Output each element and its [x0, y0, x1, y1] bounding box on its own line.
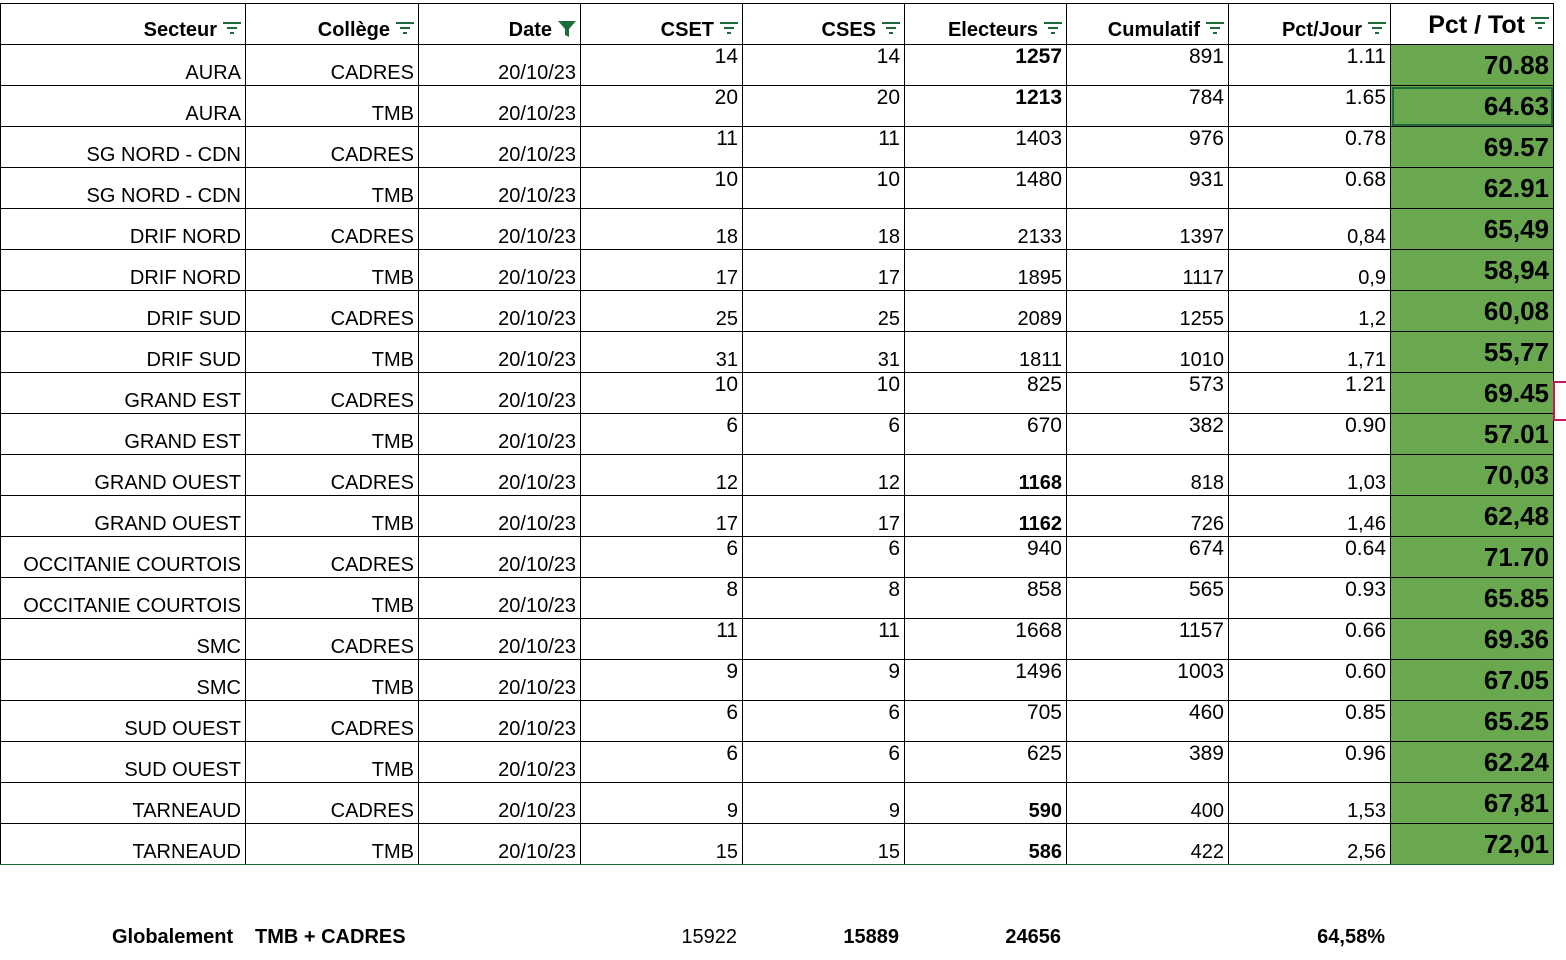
- cell-cset[interactable]: 11: [581, 619, 743, 660]
- summary-cses: 15889: [843, 926, 899, 948]
- cell-electeurs[interactable]: 1162: [905, 496, 1067, 537]
- cell-pct-jour[interactable]: 0.85: [1229, 701, 1391, 742]
- cell-secteur[interactable]: OCCITANIE COURTOIS: [1, 537, 246, 578]
- cell-college[interactable]: TMB: [246, 168, 419, 209]
- cell-pct-tot[interactable]: 67.05: [1391, 660, 1554, 701]
- cell-cses[interactable]: 31: [743, 332, 905, 373]
- summary-group: TMB + CADRES: [255, 926, 406, 948]
- cell-pct-jour[interactable]: 0.93: [1229, 578, 1391, 619]
- cell-date[interactable]: 20/10/23: [419, 824, 581, 865]
- cell-college[interactable]: TMB: [246, 414, 419, 455]
- summary-cset: 15922: [681, 926, 737, 948]
- summary-pct: 64,58%: [1317, 926, 1385, 948]
- header-cses-label: CSES: [821, 19, 876, 41]
- cell-cses[interactable]: 10: [743, 168, 905, 209]
- cell-secteur[interactable]: AURA: [1, 45, 246, 86]
- summary-label: Globalement: [112, 926, 234, 948]
- header-date[interactable]: [419, 4, 581, 45]
- cell-pct-tot[interactable]: 55,77: [1391, 332, 1554, 373]
- cell-cset[interactable]: 20: [581, 86, 743, 127]
- table-row: [1, 824, 1554, 865]
- cell-pct-tot[interactable]: 62.91: [1391, 168, 1554, 209]
- cell-cses[interactable]: 9: [743, 660, 905, 701]
- cell-date[interactable]: 20/10/23: [419, 291, 581, 332]
- cell-pct-jour[interactable]: 0,9: [1229, 250, 1391, 291]
- cell-college[interactable]: CADRES: [246, 373, 419, 414]
- header-pct-tot-label: Pct / Tot: [1428, 11, 1525, 39]
- cell-pct-jour[interactable]: 0.60: [1229, 660, 1391, 701]
- cell-cset[interactable]: 18: [581, 209, 743, 250]
- header-cumulatif[interactable]: [1067, 4, 1229, 45]
- cell-cumulatif[interactable]: 565: [1067, 578, 1229, 619]
- table-row: [1, 168, 1554, 209]
- header-electeurs[interactable]: [905, 4, 1067, 45]
- cell-secteur[interactable]: SG NORD - CDN: [1, 168, 246, 209]
- cell-cset[interactable]: 17: [581, 496, 743, 537]
- cell-cset[interactable]: 11: [581, 127, 743, 168]
- cell-cses[interactable]: 11: [743, 127, 905, 168]
- header-college-label: Collège: [317, 19, 390, 41]
- cell-cset[interactable]: 9: [581, 660, 743, 701]
- cell-electeurs[interactable]: 858: [905, 578, 1067, 619]
- table-row: [1, 742, 1554, 783]
- summary-electeurs: 24656: [1005, 926, 1061, 948]
- cell-college[interactable]: TMB: [246, 660, 419, 701]
- cell-pct-tot[interactable]: 70.88: [1391, 45, 1554, 86]
- cell-cset[interactable]: 17: [581, 250, 743, 291]
- cell-secteur[interactable]: GRAND EST: [1, 373, 246, 414]
- cell-cset[interactable]: 10: [581, 168, 743, 209]
- header-pct-jour-label: Pct/Jour: [1281, 19, 1362, 41]
- cell-electeurs[interactable]: 940: [905, 537, 1067, 578]
- cell-cumulatif[interactable]: 1255: [1067, 291, 1229, 332]
- cell-cset[interactable]: 10: [581, 373, 743, 414]
- cell-pct-jour[interactable]: 0.68: [1229, 168, 1391, 209]
- cell-pct-jour[interactable]: 0,84: [1229, 209, 1391, 250]
- header-pct-tot[interactable]: [1391, 4, 1554, 45]
- header-date-label: Date: [508, 19, 552, 41]
- cell-pct-jour[interactable]: 0.64: [1229, 537, 1391, 578]
- cell-cses[interactable]: 18: [743, 209, 905, 250]
- cell-cset[interactable]: 12: [581, 455, 743, 496]
- cell-college[interactable]: TMB: [246, 578, 419, 619]
- cell-cumulatif[interactable]: 976: [1067, 127, 1229, 168]
- cell-cset[interactable]: 31: [581, 332, 743, 373]
- header-cset[interactable]: [581, 4, 743, 45]
- cell-secteur[interactable]: DRIF SUD: [1, 291, 246, 332]
- cell-cumulatif[interactable]: 389: [1067, 742, 1229, 783]
- cell-pct-tot[interactable]: 62,48: [1391, 496, 1554, 537]
- header-college[interactable]: [246, 4, 419, 45]
- cell-electeurs[interactable]: 670: [905, 414, 1067, 455]
- header-secteur-label: Secteur: [143, 19, 217, 41]
- table-row: [1, 783, 1554, 824]
- cell-college[interactable]: CADRES: [246, 127, 419, 168]
- cell-date[interactable]: 20/10/23: [419, 168, 581, 209]
- cell-pct-tot[interactable]: 69.45: [1391, 373, 1554, 414]
- cell-pct-tot[interactable]: 67,81: [1391, 783, 1554, 824]
- cell-cses[interactable]: 10: [743, 373, 905, 414]
- cell-college[interactable]: TMB: [246, 332, 419, 373]
- cell-cumulatif[interactable]: 1003: [1067, 660, 1229, 701]
- filter-icon[interactable]: [396, 21, 414, 35]
- cell-pct-tot[interactable]: 62.24: [1391, 742, 1554, 783]
- cell-date[interactable]: 20/10/23: [419, 209, 581, 250]
- cell-electeurs[interactable]: 705: [905, 701, 1067, 742]
- cell-cumulatif[interactable]: 674: [1067, 537, 1229, 578]
- cell-pct-tot[interactable]: 60,08: [1391, 291, 1554, 332]
- table-row: [1, 537, 1554, 578]
- cell-pct-jour[interactable]: 0.78: [1229, 127, 1391, 168]
- cell-cumulatif[interactable]: 1397: [1067, 209, 1229, 250]
- cell-college[interactable]: TMB: [246, 824, 419, 865]
- cell-date[interactable]: 20/10/23: [419, 414, 581, 455]
- cell-college[interactable]: TMB: [246, 250, 419, 291]
- header-secteur[interactable]: [1, 4, 246, 45]
- cell-electeurs[interactable]: 2089: [905, 291, 1067, 332]
- cell-college[interactable]: TMB: [246, 496, 419, 537]
- cell-date[interactable]: 20/10/23: [419, 373, 581, 414]
- cell-electeurs[interactable]: 1257: [905, 45, 1067, 86]
- cell-secteur[interactable]: DRIF NORD: [1, 250, 246, 291]
- cell-cses[interactable]: 25: [743, 291, 905, 332]
- cell-pct-tot[interactable]: 71.70: [1391, 537, 1554, 578]
- table-row: [1, 373, 1554, 414]
- cell-pct-tot[interactable]: 70,03: [1391, 455, 1554, 496]
- filter-icon[interactable]: [720, 21, 738, 35]
- cell-pct-jour[interactable]: 1,46: [1229, 496, 1391, 537]
- cell-pct-jour[interactable]: 1.21: [1229, 373, 1391, 414]
- cell-cset[interactable]: 15: [581, 824, 743, 865]
- table-row: [1, 332, 1554, 373]
- cell-secteur[interactable]: TARNEAUD: [1, 824, 246, 865]
- cell-pct-jour[interactable]: 0.90: [1229, 414, 1391, 455]
- cell-date[interactable]: 20/10/23: [419, 701, 581, 742]
- cell-pct-jour[interactable]: 1,03: [1229, 455, 1391, 496]
- filter-icon[interactable]: [882, 21, 900, 35]
- cell-cset[interactable]: 6: [581, 742, 743, 783]
- table-row: [1, 86, 1554, 127]
- cell-date[interactable]: 20/10/23: [419, 250, 581, 291]
- cell-college[interactable]: CADRES: [246, 619, 419, 660]
- table-row: [1, 414, 1554, 455]
- cell-pct-jour[interactable]: 1,53: [1229, 783, 1391, 824]
- cell-pct-jour[interactable]: 0.66: [1229, 619, 1391, 660]
- cell-cumulatif[interactable]: 400: [1067, 783, 1229, 824]
- cell-cset[interactable]: 6: [581, 414, 743, 455]
- cell-electeurs[interactable]: 1168: [905, 455, 1067, 496]
- cell-date[interactable]: 20/10/23: [419, 660, 581, 701]
- cell-cses[interactable]: 11: [743, 619, 905, 660]
- cell-secteur[interactable]: SUD OUEST: [1, 742, 246, 783]
- cell-pct-tot[interactable]: 65,49: [1391, 209, 1554, 250]
- cell-college[interactable]: TMB: [246, 742, 419, 783]
- cell-cset[interactable]: 9: [581, 783, 743, 824]
- cell-cses[interactable]: 12: [743, 455, 905, 496]
- cell-electeurs[interactable]: 825: [905, 373, 1067, 414]
- cell-electeurs[interactable]: 1213: [905, 86, 1067, 127]
- cell-cses[interactable]: 17: [743, 250, 905, 291]
- cell-cumulatif[interactable]: 784: [1067, 86, 1229, 127]
- cell-college[interactable]: CADRES: [246, 701, 419, 742]
- cell-electeurs[interactable]: 1496: [905, 660, 1067, 701]
- cell-electeurs[interactable]: 586: [905, 824, 1067, 865]
- cell-cset[interactable]: 14: [581, 45, 743, 86]
- cell-cses[interactable]: 6: [743, 742, 905, 783]
- filter-icon[interactable]: [1206, 21, 1224, 35]
- cell-secteur[interactable]: DRIF NORD: [1, 209, 246, 250]
- cell-pct-tot[interactable]: 64.63: [1391, 86, 1554, 127]
- cell-pct-tot[interactable]: 58,94: [1391, 250, 1554, 291]
- cell-cumulatif[interactable]: 931: [1067, 168, 1229, 209]
- filter-icon[interactable]: [1531, 16, 1549, 30]
- table-row: [1, 127, 1554, 168]
- cell-cses[interactable]: 14: [743, 45, 905, 86]
- table-row: [1, 660, 1554, 701]
- cell-cumulatif[interactable]: 1117: [1067, 250, 1229, 291]
- cell-cset[interactable]: 6: [581, 701, 743, 742]
- table-row: [1, 250, 1554, 291]
- cell-pct-tot[interactable]: 69.36: [1391, 619, 1554, 660]
- cell-electeurs[interactable]: 590: [905, 783, 1067, 824]
- cell-electeurs[interactable]: 1480: [905, 168, 1067, 209]
- cell-electeurs[interactable]: 1668: [905, 619, 1067, 660]
- cell-secteur[interactable]: SMC: [1, 619, 246, 660]
- cell-cses[interactable]: 6: [743, 537, 905, 578]
- cell-electeurs[interactable]: 1403: [905, 127, 1067, 168]
- filter-icon[interactable]: [1044, 21, 1062, 35]
- table-row: [1, 578, 1554, 619]
- cell-secteur[interactable]: SMC: [1, 660, 246, 701]
- cell-college[interactable]: CADRES: [246, 455, 419, 496]
- cell-date[interactable]: 20/10/23: [419, 537, 581, 578]
- cell-cumulatif[interactable]: 382: [1067, 414, 1229, 455]
- table-row: [1, 455, 1554, 496]
- cell-cumulatif[interactable]: 891: [1067, 45, 1229, 86]
- cell-pct-jour[interactable]: 2,56: [1229, 824, 1391, 865]
- cell-date[interactable]: 20/10/23: [419, 578, 581, 619]
- cell-secteur[interactable]: AURA: [1, 86, 246, 127]
- cell-cses[interactable]: 17: [743, 496, 905, 537]
- table-row: [1, 209, 1554, 250]
- header-row: [1, 4, 1554, 45]
- cell-cumulatif[interactable]: 460: [1067, 701, 1229, 742]
- table-row: [1, 291, 1554, 332]
- cell-cumulatif[interactable]: 1157: [1067, 619, 1229, 660]
- cell-cses[interactable]: 15: [743, 824, 905, 865]
- cell-electeurs[interactable]: 2133: [905, 209, 1067, 250]
- cell-college[interactable]: TMB: [246, 86, 419, 127]
- cell-electeurs[interactable]: 1811: [905, 332, 1067, 373]
- cell-pct-tot[interactable]: 65.85: [1391, 578, 1554, 619]
- cell-cses[interactable]: 6: [743, 414, 905, 455]
- cell-electeurs[interactable]: 625: [905, 742, 1067, 783]
- data-table: [0, 3, 1554, 865]
- filter-icon[interactable]: [223, 21, 241, 35]
- cell-secteur[interactable]: TARNEAUD: [1, 783, 246, 824]
- header-electeurs-label: Electeurs: [947, 19, 1038, 41]
- cell-electeurs[interactable]: 1895: [905, 250, 1067, 291]
- cell-cumulatif[interactable]: 573: [1067, 373, 1229, 414]
- header-pct-jour[interactable]: [1229, 4, 1391, 45]
- cell-college[interactable]: CADRES: [246, 45, 419, 86]
- cell-cumulatif[interactable]: 818: [1067, 455, 1229, 496]
- cell-cumulatif[interactable]: 1010: [1067, 332, 1229, 373]
- cell-secteur[interactable]: SUD OUEST: [1, 701, 246, 742]
- cell-cses[interactable]: 6: [743, 701, 905, 742]
- cell-marker: [1553, 381, 1566, 421]
- cell-cumulatif[interactable]: 422: [1067, 824, 1229, 865]
- cell-secteur[interactable]: OCCITANIE COURTOIS: [1, 578, 246, 619]
- cell-pct-jour[interactable]: 1,71: [1229, 332, 1391, 373]
- cell-college[interactable]: CADRES: [246, 291, 419, 332]
- cell-date[interactable]: 20/10/23: [419, 783, 581, 824]
- cell-cses[interactable]: 20: [743, 86, 905, 127]
- cell-cses[interactable]: 8: [743, 578, 905, 619]
- cell-college[interactable]: CADRES: [246, 783, 419, 824]
- header-cses[interactable]: [743, 4, 905, 45]
- table-row: [1, 619, 1554, 660]
- cell-cses[interactable]: 9: [743, 783, 905, 824]
- cell-pct-jour[interactable]: 1.11: [1229, 45, 1391, 86]
- table-row: [1, 45, 1554, 86]
- cell-cset[interactable]: 6: [581, 537, 743, 578]
- table-row: [1, 496, 1554, 537]
- cell-secteur[interactable]: GRAND OUEST: [1, 496, 246, 537]
- cell-cset[interactable]: 8: [581, 578, 743, 619]
- cell-pct-tot[interactable]: 65.25: [1391, 701, 1554, 742]
- header-cumulatif-label: Cumulatif: [1107, 19, 1200, 41]
- cell-pct-jour[interactable]: 1.65: [1229, 86, 1391, 127]
- cell-cumulatif[interactable]: 726: [1067, 496, 1229, 537]
- cell-pct-tot[interactable]: 72,01: [1391, 824, 1554, 865]
- cell-pct-tot[interactable]: 57.01: [1391, 414, 1554, 455]
- cell-secteur[interactable]: DRIF SUD: [1, 332, 246, 373]
- cell-college[interactable]: CADRES: [246, 537, 419, 578]
- cell-date[interactable]: 20/10/23: [419, 742, 581, 783]
- filter-active-icon[interactable]: [558, 20, 576, 38]
- cell-date[interactable]: 20/10/23: [419, 619, 581, 660]
- table-row: [1, 701, 1554, 742]
- header-cset-label: CSET: [660, 19, 714, 41]
- filter-icon[interactable]: [1368, 21, 1386, 35]
- cell-secteur[interactable]: GRAND EST: [1, 414, 246, 455]
- cell-date[interactable]: 20/10/23: [419, 45, 581, 86]
- cell-date[interactable]: 20/10/23: [419, 127, 581, 168]
- cell-date[interactable]: 20/10/23: [419, 455, 581, 496]
- cell-college[interactable]: CADRES: [246, 209, 419, 250]
- cell-pct-jour[interactable]: 0.96: [1229, 742, 1391, 783]
- cell-date[interactable]: 20/10/23: [419, 332, 581, 373]
- cell-date[interactable]: 20/10/23: [419, 496, 581, 537]
- cell-pct-tot[interactable]: 69.57: [1391, 127, 1554, 168]
- cell-secteur[interactable]: SG NORD - CDN: [1, 127, 246, 168]
- cell-cset[interactable]: 25: [581, 291, 743, 332]
- cell-pct-jour[interactable]: 1,2: [1229, 291, 1391, 332]
- cell-secteur[interactable]: GRAND OUEST: [1, 455, 246, 496]
- cell-date[interactable]: 20/10/23: [419, 86, 581, 127]
